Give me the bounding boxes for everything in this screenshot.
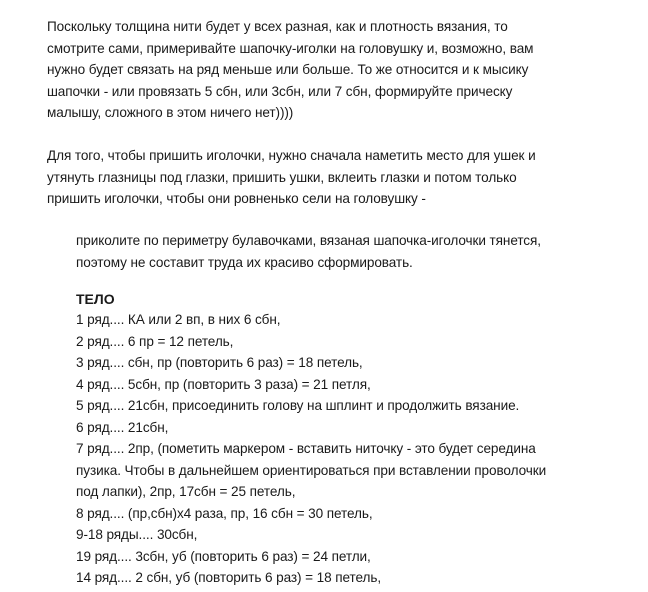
row-instruction: 2 ряд.... 6 пр = 12 петель, [76,333,234,349]
intro-line: Поскольку толщина нити будет у всех разная, как и плотность вязания, то [47,19,508,34]
pin-note-line: поэтому не составит труда их красиво сформировать. [76,254,413,270]
pin-note-line: приколите по периметру булавочками, вязаная шапочка-иголочки тянется, [76,233,541,248]
row-instruction: 8 ряд.... (пр,сбн)х4 раза, пр, 16 сбн = 30 петель, [76,505,373,521]
body-section [76,290,636,589]
intro-line: нужно будет связать на ряд меньше или больше. То же относится и к мысику [47,62,529,77]
row-instruction: 5 ряд.... 21сбн, присоединить голову на шплинт и продолжить вязание. [76,398,520,413]
intro-line: смотрите сами, примеривайте шапочку-иголки на головушку и, возможно, вам [47,40,534,56]
row-instruction: 14 ряд.... 2 сбн, уб (повторить 6 раз) = 18 петель, [76,570,382,585]
row-instruction: 7 ряд.... 2пр, (пометить маркером - вставить ниточку - это будет середина [76,441,536,456]
row-instruction-continued: пузика. Чтобы в дальнейшем ориентироваться при вставлении проволочки [76,462,547,478]
row-instruction: 19 ряд.... 3сбн, уб (повторить 6 раз) = 24 петли, [76,548,371,564]
instructions-paragraph [47,145,637,210]
row-instruction: 6 ряд.... 21сбн, [76,419,169,435]
instructions-line: пришить иголочки, чтобы они ровненько сели на головушку - [47,191,426,206]
intro-line: малышу, сложного в этом ничего нет)))) [47,105,294,120]
instructions-line: Для того, чтобы пришить иголочки, нужно сначала наметить место для ушек и [47,148,536,163]
row-instruction: 4 ряд.... 5сбн, пр (повторить 3 раза) = 21 петля, [76,376,371,392]
row-instruction: 1 ряд.... КА или 2 вп, в них 6 сбн, [76,312,281,327]
intro-paragraph [47,16,637,124]
section-title: ТЕЛО [76,291,115,307]
row-instruction-continued: под лапки), 2пр, 17сбн = 25 петель, [76,484,296,499]
intro-line: шапочки - или провязать 5 сбн, или 3сбн, или 7 сбн, формируйте прическу [47,83,513,99]
row-instruction: 3 ряд.... сбн, пр (повторить 6 раз) = 18 петель, [76,355,363,370]
pin-note-paragraph [76,230,636,273]
instructions-line: утянуть глазницы под глазки, пришить ушки, вклеить глазки и потом только [47,169,517,185]
row-instruction: 9-18 ряды.... 30сбн, [76,527,198,542]
